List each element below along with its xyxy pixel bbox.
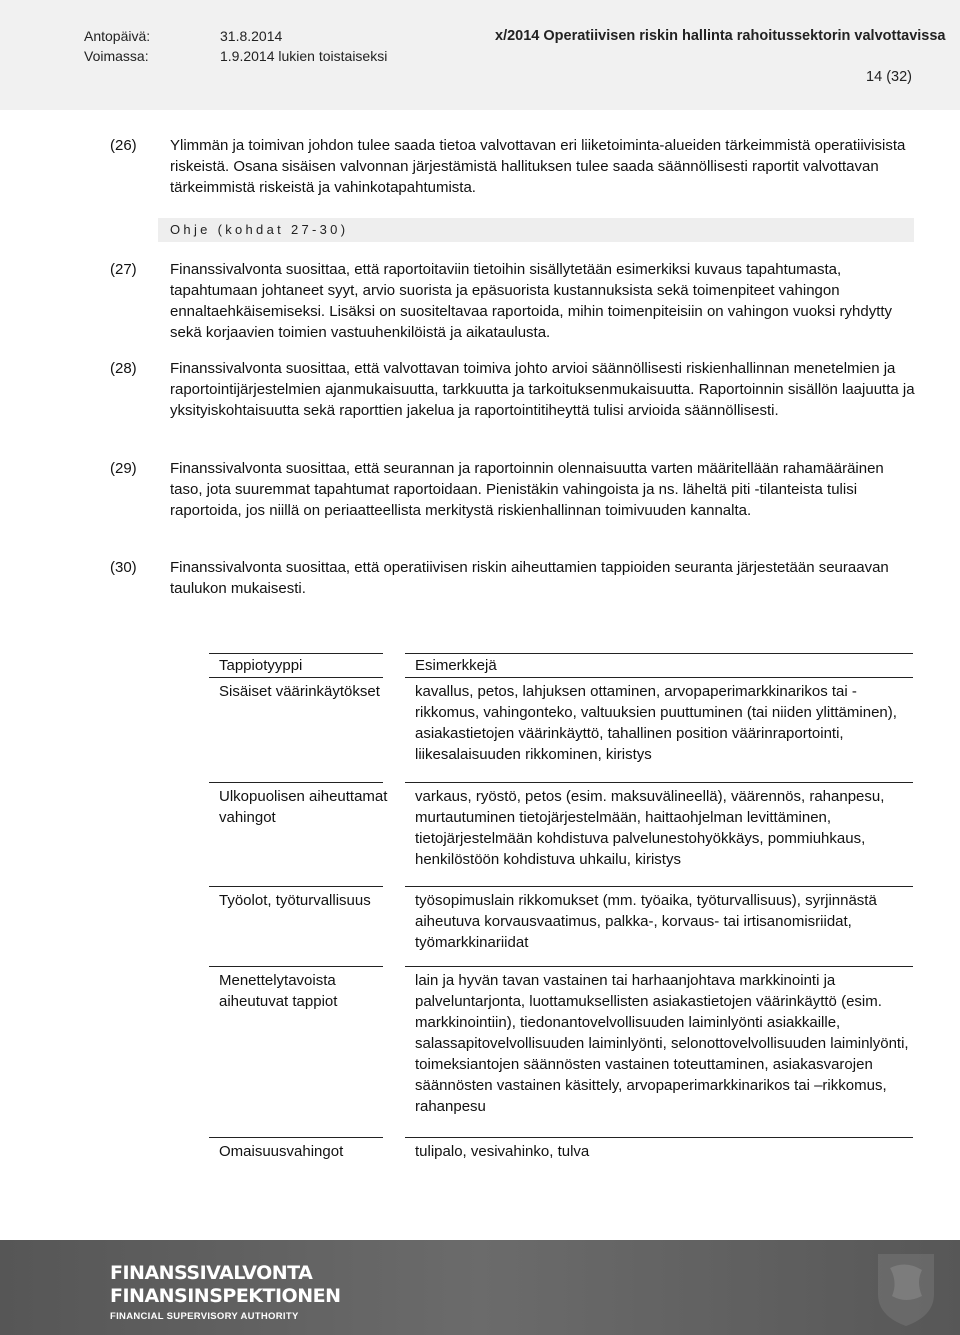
paragraph-number: (30) — [110, 559, 137, 576]
paragraph-text: Finanssivalvonta suosittaa, että operatiivisen riskin aiheuttamien tappioiden seuranta järjestetään seuraavan taulukon mukaisesti. — [170, 559, 889, 597]
paragraph-29 — [110, 458, 915, 521]
table-row-type: Ulkopuolisen aiheuttamat vahingot — [219, 788, 388, 826]
paragraph-26 — [110, 135, 915, 198]
footer-logo-line3: FINANCIAL SUPERVISORY AUTHORITY — [110, 1311, 299, 1322]
paragraph-number: (26) — [110, 137, 137, 154]
table-row-type: Sisäiset väärinkäytökset — [219, 683, 380, 700]
table-rule — [209, 886, 383, 887]
ohje-heading — [158, 218, 914, 242]
table-rule — [209, 966, 383, 967]
paragraph-number: (29) — [110, 460, 137, 477]
table-header-examples: Esimerkkejä — [415, 657, 497, 674]
footer-logo-line2: FINANSINSPEKTIONEN — [110, 1285, 341, 1307]
paragraph-27 — [110, 259, 915, 343]
antopaiva-label: Antopäivä: — [84, 28, 151, 44]
paragraph-28 — [110, 358, 915, 421]
footer-logo-line1: FINANSSIVALVONTA — [110, 1262, 313, 1284]
table-rule — [209, 782, 383, 783]
table-header-type: Tappiotyyppi — [219, 657, 303, 674]
paragraph-number: (27) — [110, 261, 137, 278]
paragraph-30 — [110, 557, 915, 599]
paragraph-number: (28) — [110, 360, 137, 377]
table-rule — [405, 653, 913, 654]
paragraph-text: Ylimmän ja toimivan johdon tulee saada tietoa valvottavan eri liiketoiminta-alueiden tärkeimmistä operatiivisista riskeistä. Osana sisäisen valvonnan järjestämistä hallituksen tulee saada säännöllisesti raportit valvottavan tärkeimmistä riskeistä ja vahinkotapahtumista. — [170, 137, 906, 196]
table-row-type: Omaisuusvahingot — [219, 1143, 344, 1160]
voimassa-value: 1.9.2014 lukien toistaiseksi — [220, 48, 388, 64]
paragraph-text: Finanssivalvonta suosittaa, että seurannan ja raportoinnin olennaisuutta varten määritellään rahamääräinen taso, jota suuremmat tapahtumat raportoidaan. Pienistäkin vahingoista ja ns. läheltä piti -tilanteista tulisi raportoida, jos niillä on periaatteellista merkitystä riskienhallinnan toimivuuden kannalta. — [170, 460, 884, 519]
table-row-type: Menettelytavoista aiheutuvat tappiot — [219, 972, 338, 1010]
table-row-examples: lain ja hyvän tavan vastainen tai harhaanjohtava markkinointi ja palveluntarjonta, luottamuksellisten asiakastietojen väärinkäyttö (esim. markkinointiin), tiedonantovelvollisuuden laiminlyönti asiakkaille, salassapitovelvollisuuden laiminlyönti, selonottovelvollisuuden laiminlyönti, toimeksiantojen säännösten vastainen toteuttaminen, asiakasvarojen säännösten vastainen käsittely, arvopaperimarkkinarikos tai –rikkomus, rahanpesu — [415, 972, 909, 1115]
paragraph-text: Finanssivalvonta suosittaa, että raportoitaviin tietoihin sisällytetään esimerkiksi kuvaus tapahtumasta, tapahtumaan johtaneet syyt, arvio suorista ja epäsuorista kustannuksista sekä toimenpiteet vahingon ennaltaehkäisemiseksi. Lisäksi on suositeltavaa raportoida, mihin toimenpiteisiin on vahingon vuoksi ryhdytty sekä korjaavien toimien vastuuhenkilöistä ja aikataulusta. — [170, 261, 893, 341]
table-rule — [209, 653, 383, 654]
table-row-examples: varkaus, ryöstö, petos (esim. maksuvälineellä), väärennös, rahanpesu, murtautuminen tietojärjestelmään, haittaohjelman levittäminen, tietojärjestelmään kohdistuva palvelunestohyökkäys, pommiuhkaus, henkilöstöön kohdistuva uhkailu, kiristys — [415, 788, 885, 868]
table-rule — [405, 1137, 913, 1138]
table-rule — [405, 782, 913, 783]
table-rule — [405, 886, 913, 887]
table-row-examples: kavallus, petos, lahjuksen ottaminen, arvopaperimarkkinarikos tai -rikkomus, vahingonteko, valtuuksien puuttuminen (tai niiden ylittäminen), asiakastietojen väärinkäyttö, tahallinen position väärinraportointi, liikesalaisuuden rikkominen, kiristys — [415, 683, 897, 763]
document-title: x/2014 Operatiivisen riskin hallinta rahoitussektorin valvottavissa — [495, 28, 946, 44]
table-row-examples: tulipalo, vesivahinko, tulva — [415, 1143, 590, 1160]
table-row-type: Työolot, työturvallisuus — [219, 892, 371, 909]
table-rule — [209, 1137, 383, 1138]
table-rule — [405, 966, 913, 967]
page-footer — [0, 1240, 960, 1335]
page-header — [0, 0, 960, 110]
antopaiva-value: 31.8.2014 — [220, 28, 283, 44]
paragraph-text: Finanssivalvonta suosittaa, että valvottavan toimiva johto arvioi säännöllisesti riskienhallinnan menetelmien ja raportointijärjestelmien ajanmukaisuutta, tarkkuutta ja tarkoituksenmukaisuutta. Raportoinnin sisällön laajuutta ja yksityiskohtaisuutta sekä raporttien jakelua ja raportointitiheyttä tulisi arvioida säännöllisesti. — [170, 360, 915, 419]
page-number: 14 (32) — [866, 69, 912, 85]
table-rule — [209, 677, 383, 678]
ohje-heading-text: Ohje (kohdat 27-30) — [170, 222, 349, 237]
table-rule — [405, 677, 913, 678]
lion-emblem-icon — [870, 1248, 942, 1330]
voimassa-label: Voimassa: — [84, 48, 149, 64]
table-row-examples: työsopimuslain rikkomukset (mm. työaika, työturvallisuus), syrjinnästä aiheutuva korvausvaatimus, palkka-, korvaus- tai irtisanomisriidat, työmarkkinariidat — [415, 892, 877, 951]
